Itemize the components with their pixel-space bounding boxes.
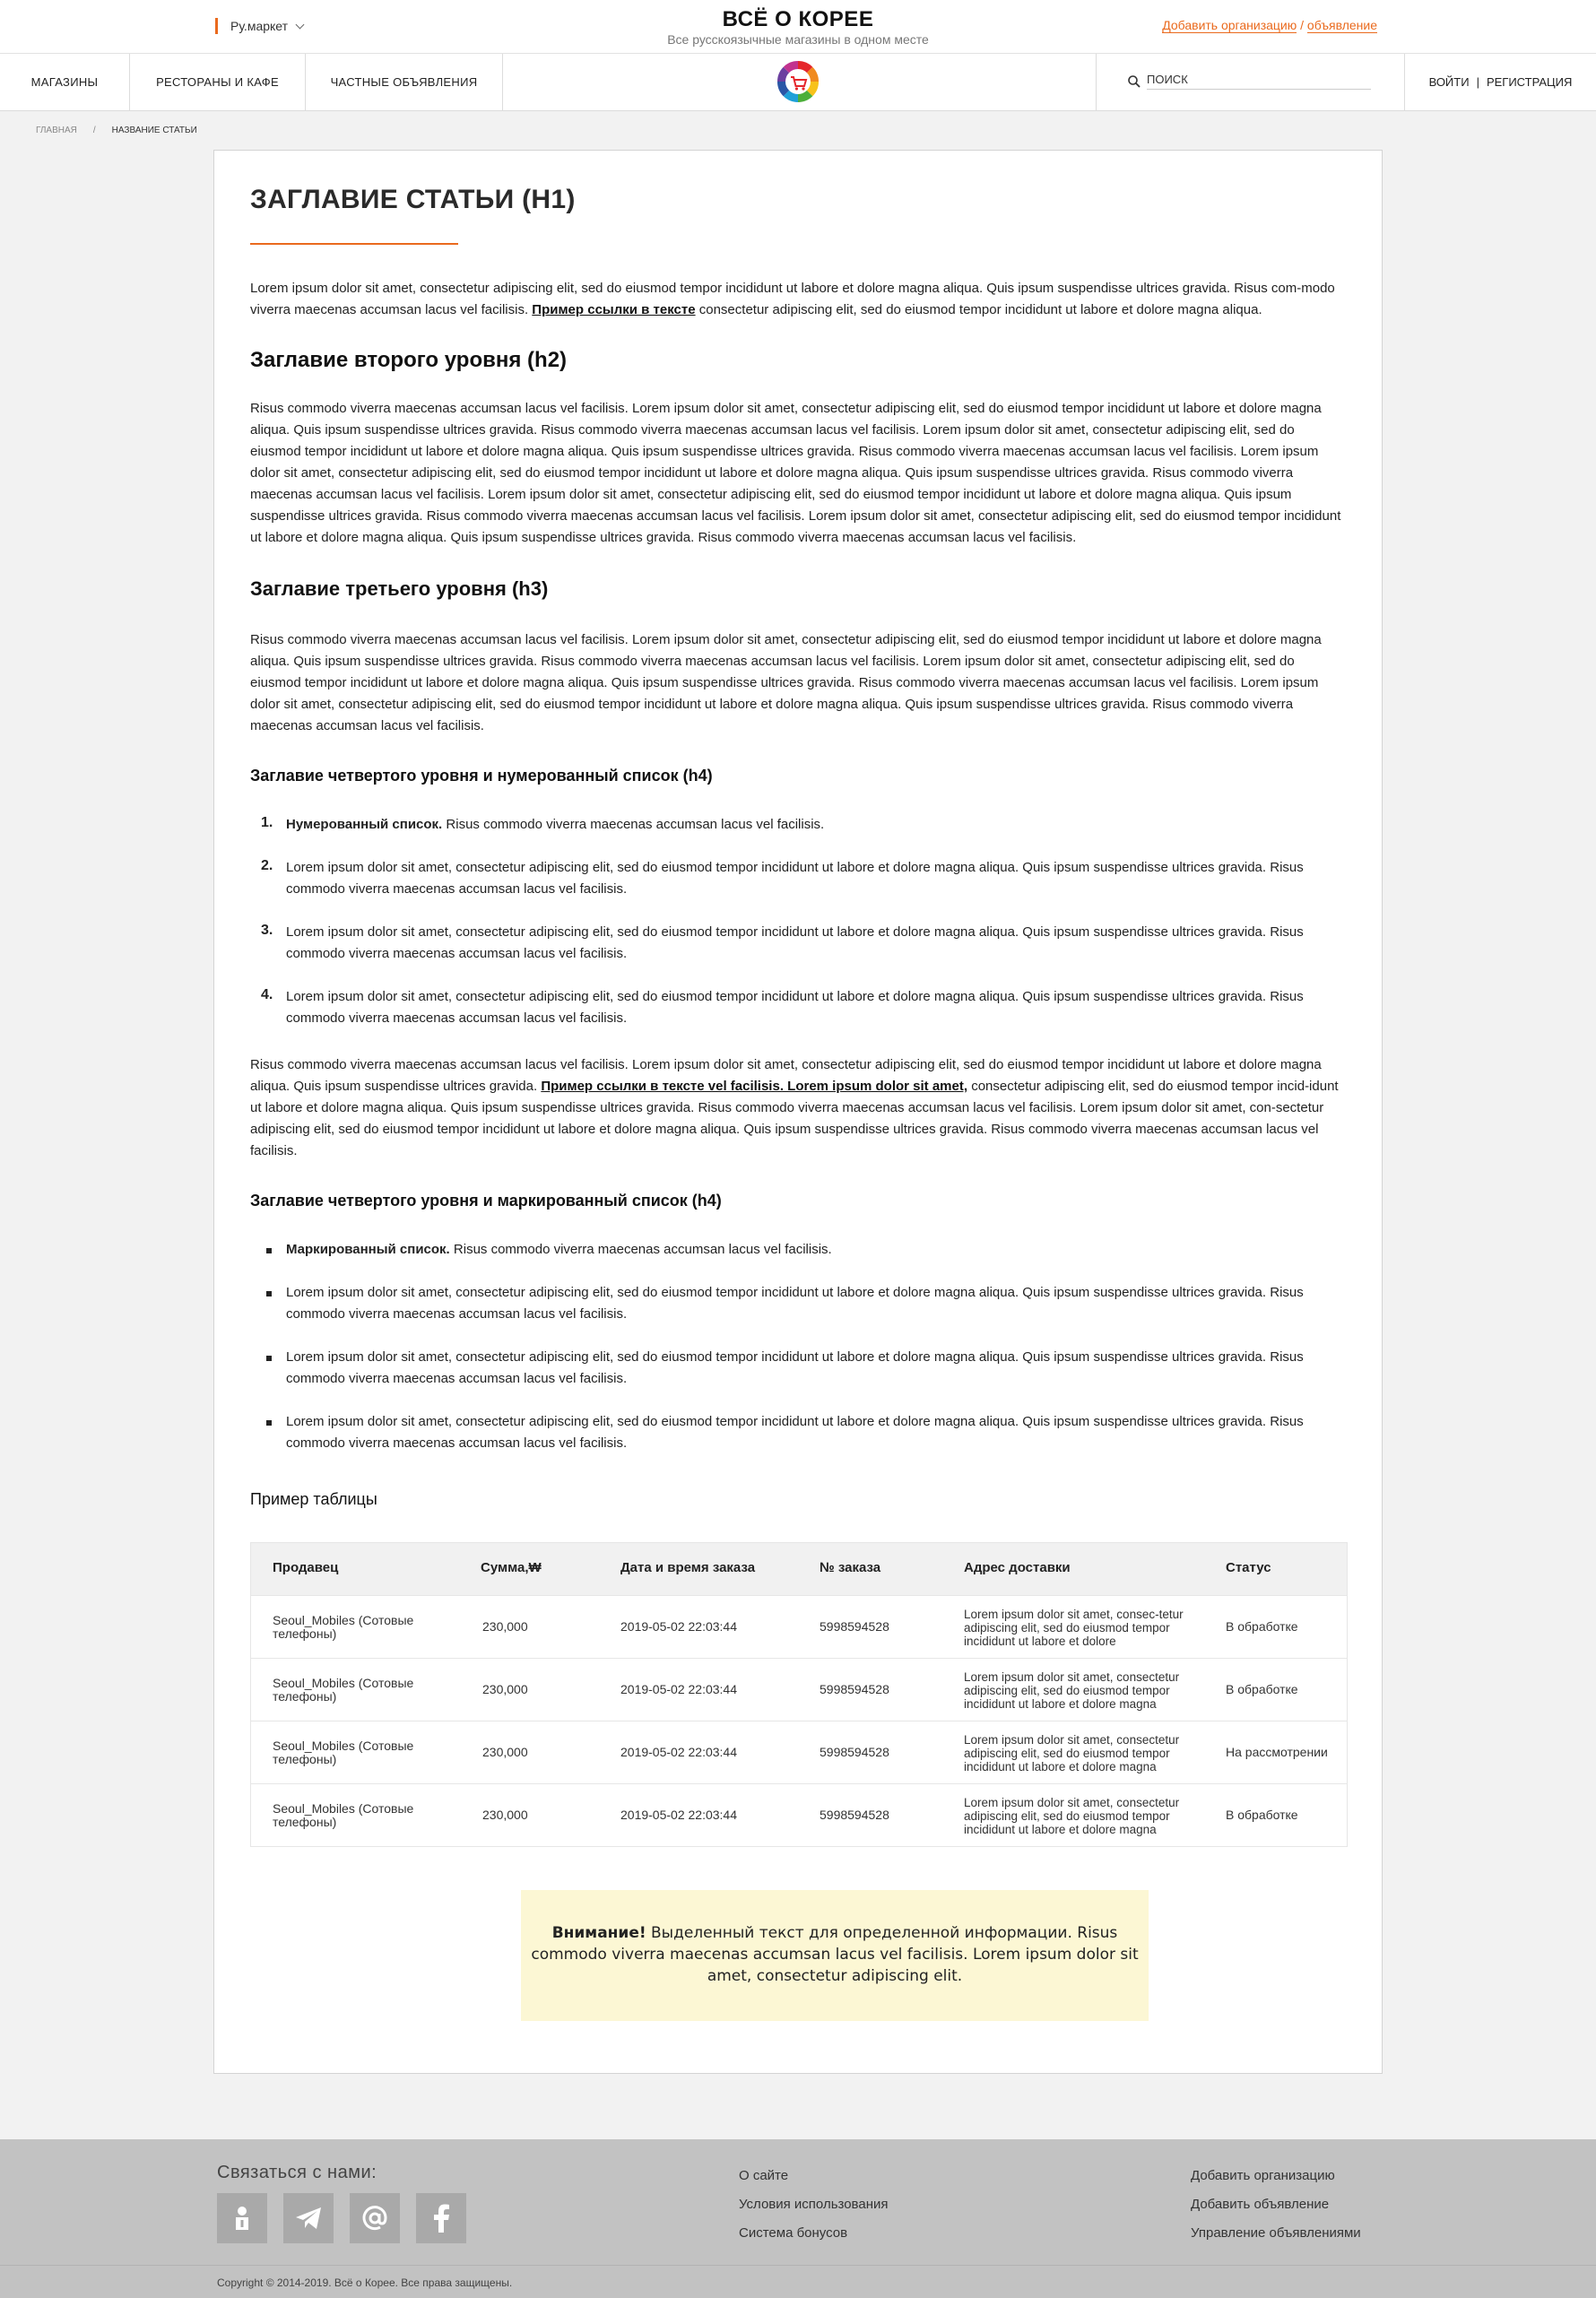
column-header-seller: Продавец <box>273 1560 339 1575</box>
cell-order-no: 5998594528 <box>820 1682 889 1696</box>
cell-sum: 230,000 <box>482 1808 528 1822</box>
orders-table <box>250 1542 1348 1847</box>
table-row <box>251 1783 1347 1846</box>
paragraph-h3: Risus commodo viverra maecenas accumsan lacus vel facilisis. Lorem ipsum dolor sit amet, consectetur adipiscing elit, sed do eiusmod tempor incididunt ut labore et dolore magna aliqua. Quis ipsum suspendisse ultrices gravida. Risus commodo viverra maecenas accumsan lacus vel facilisis. Lorem ipsum dolor sit amet, consectetur adipiscing elit, sed do eiusmod tempor incididunt ut labore et dolore magna aliqua. Quis ipsum suspendisse ultrices gravida. Risus commodo viverra maecenas accumsan lacus vel facilisis. Lorem ipsum dolor sit amet, consectetur adipiscing elit, sed do eiusmod tempor incididunt ut labore et dolore magna aliqua. Quis ipsum suspendisse ultrices gravida. Risus commodo viverra maecenas accumsan lacus vel facilisis. <box>250 632 1322 733</box>
site-subtitle: Все русскоязычные магазины в одном месте <box>667 32 929 47</box>
nav-item-shops[interactable]: МАГАЗИНЫ <box>0 54 130 110</box>
nav-item-restaurants[interactable]: РЕСТОРАНЫ И КАФЕ <box>130 54 306 110</box>
login-link[interactable]: ВОЙТИ <box>1428 75 1470 89</box>
footer-link-bonus[interactable]: Система бонусов <box>739 2225 848 2241</box>
heading-h4-bulleted: Заглавие четвертого уровня и маркированный список (h4) <box>250 1192 722 1210</box>
cell-date: 2019-05-02 22:03:44 <box>620 1619 737 1634</box>
list-item-bold: Маркированный список. <box>286 1242 450 1257</box>
nav-item-private-ads[interactable]: ЧАСТНЫЕ ОБЪЯВЛЕНИЯ <box>306 54 503 110</box>
table-title: Пример таблицы <box>250 1490 377 1508</box>
footer-link-terms[interactable]: Условия использования <box>739 2197 889 2212</box>
cell-status: В обработке <box>1226 1808 1298 1822</box>
cell-order-no: 5998594528 <box>820 1808 889 1822</box>
top-links <box>1162 18 1377 32</box>
footer <box>0 2139 1596 2298</box>
auth-links <box>1405 54 1596 110</box>
list-item-text: Risus commodo viverra maecenas accumsan lacus vel facilisis. <box>442 817 825 832</box>
footer-link-add-ad[interactable]: Добавить объявление <box>1191 2197 1330 2212</box>
inline-link[interactable]: Пример ссылки в тексте vel facilisis. Lorem ipsum dolor sit amet, <box>541 1079 968 1094</box>
cell-order-no: 5998594528 <box>820 1619 889 1634</box>
breadcrumb <box>36 126 197 135</box>
cell-seller: Seoul_Mobiles (Сотовые телефоны) <box>273 1613 414 1641</box>
region-label: Ру.маркет <box>230 19 289 33</box>
list-item-text: Lorem ipsum dolor sit amet, consectetur adipiscing elit, sed do eiusmod tempor incididunt ut labore et dolore magna aliqua. Quis ipsum suspendisse ultrices gravida. Risus commodo viverra maecenas accumsan lacus vel facilisis. <box>286 924 1304 961</box>
search-icon[interactable] <box>1127 74 1141 89</box>
bullet-icon <box>266 1356 272 1361</box>
top-bar <box>0 0 1596 54</box>
cell-address: Lorem ipsum dolor sit amet, consec-tetur adipiscing elit, sed do eiusmod tempor incididunt ut labore et dolore <box>964 1608 1184 1648</box>
top-links-separator: / <box>1300 18 1305 32</box>
paragraph-text-a: Risus commodo viverra maecenas accumsan lacus vel facilisis. Lorem ipsum dolor sit amet, consectetur adipiscing elit, sed do eiusmod tempor incididunt ut labore et dolore magna aliqua. Quis ipsum suspendisse ultrices gravida. <box>250 1057 1322 1094</box>
list-number: 4. <box>261 987 273 1002</box>
bullet-icon <box>266 1420 272 1426</box>
list-item-text: Risus commodo viverra maecenas accumsan lacus vel facilisis. <box>449 1242 832 1257</box>
bullet-icon <box>266 1248 272 1253</box>
intro-text-b: consectetur adipiscing elit, sed do eiusmod tempor incididunt ut labore et dolore magna aliqua. <box>695 302 1262 317</box>
article-card <box>213 150 1383 2074</box>
at-icon <box>360 2204 389 2233</box>
list-item-text: Lorem ipsum dolor sit amet, consectetur adipiscing elit, sed do eiusmod tempor incididunt ut labore et dolore magna aliqua. Quis ipsum suspendisse ultrices gravida. Risus commodo viverra maecenas accumsan lacus vel facilisis. <box>286 1349 1304 1386</box>
cell-date: 2019-05-02 22:03:44 <box>620 1745 737 1759</box>
list-item-bold: Нумерованный список. <box>286 817 443 832</box>
column-header-address: Адрес доставки <box>964 1560 1071 1575</box>
paragraph-h2: Risus commodo viverra maecenas accumsan lacus vel facilisis. Lorem ipsum dolor sit amet, consectetur adipiscing elit, sed do eiusmod tempor incididunt ut labore et dolore magna aliqua. Quis ipsum suspendisse ultrices gravida. Risus commodo viverra maecenas accumsan lacus vel facilisis. Lorem ipsum dolor sit amet, consectetur adipiscing elit, sed do eiusmod tempor incididunt ut labore et dolore magna aliqua. Quis ipsum suspendisse ultrices gravida. Risus commodo viverra maecenas accumsan lacus vel facilisis. Lorem ipsum dolor sit amet, consectetur adipiscing elit, sed do eiusmod tempor incididunt ut labore et dolore magna aliqua. Quis ipsum suspendisse ultrices gravida. Risus commodo viverra maecenas accumsan lacus vel facilisis. Lorem ipsum dolor sit amet, consectetur adipiscing elit, sed do eiusmod tempor incididunt ut labore et dolore magna aliqua. Quis ipsum suspendisse ultrices gravida. Risus commodo viverra maecenas accumsan lacus vel facilisis. Lorem ipsum dolor sit amet, consectetur adipiscing elit, sed do eiusmod tempor incididunt ut labore et dolore magna aliqua. Quis ipsum suspendisse ultrices gravida. Risus commodo viverra maecenas accumsan lacus vel facilisis. <box>250 401 1341 545</box>
profile-button[interactable] <box>217 2193 267 2243</box>
heading-h4-numbered: Заглавие четвертого уровня и нумерованный список (h4) <box>250 767 713 785</box>
attention-note <box>521 1890 1149 2021</box>
facebook-icon <box>432 2204 450 2233</box>
cell-sum: 230,000 <box>482 1619 528 1634</box>
copyright-bar <box>0 2265 1596 2298</box>
column-header-sum: Сумма,₩ <box>481 1560 542 1575</box>
cell-sum: 230,000 <box>482 1682 528 1696</box>
auth-separator: | <box>1476 75 1479 89</box>
breadcrumb-separator: / <box>92 126 96 135</box>
heading-h3: Заглавие третьего уровня (h3) <box>250 577 549 600</box>
add-organization-link[interactable]: Добавить организацию <box>1162 18 1297 32</box>
cell-seller: Seoul_Mobiles (Сотовые телефоны) <box>273 1676 414 1704</box>
site-title[interactable]: ВСЁ О КОРЕЕ <box>722 7 874 31</box>
column-header-date: Дата и время заказа <box>620 1560 756 1575</box>
search-input[interactable] <box>1147 70 1371 90</box>
cell-status: В обработке <box>1226 1619 1298 1634</box>
cell-address: Lorem ipsum dolor sit amet, consectetur adipiscing elit, sed do eiusmod tempor incididunt ut labore et dolore magna <box>964 1670 1180 1711</box>
heading-h2: Заглавие второго уровня (h2) <box>250 348 568 372</box>
facebook-button[interactable] <box>416 2193 466 2243</box>
list-item-text: Lorem ipsum dolor sit amet, consectetur adipiscing elit, sed do eiusmod tempor incididunt ut labore et dolore magna aliqua. Quis ipsum suspendisse ultrices gravida. Risus commodo viverra maecenas accumsan lacus vel facilisis. <box>286 860 1304 897</box>
email-button[interactable] <box>350 2193 400 2243</box>
footer-link-about[interactable]: О сайте <box>739 2168 789 2183</box>
cell-seller: Seoul_Mobiles (Сотовые телефоны) <box>273 1801 414 1829</box>
paragraph-text-b: consectetur adipiscing elit, sed do eiusmod tempor incid-idunt ut labore et dolore magna aliqua. Quis ipsum suspendisse ultrices gravida. Risus commodo viverra maecenas accumsan lacus vel facilisis. Lorem ipsum dolor sit amet, con-sectetur adipiscing elit, sed do eiusmod tempor incididunt ut labore et dolore magna aliqua. Quis ipsum suspendisse ultrices gravida. Risus commodo viverra maecenas accumsan lacus vel facilisis. <box>250 1079 1339 1158</box>
page-title: ЗАГЛАВИЕ СТАТЬИ (H1) <box>250 185 576 214</box>
list-item-text: Lorem ipsum dolor sit amet, consectetur adipiscing elit, sed do eiusmod tempor incididunt ut labore et dolore magna aliqua. Quis ipsum suspendisse ultrices gravida. Risus commodo viverra maecenas accumsan lacus vel facilisis. <box>286 1285 1304 1322</box>
cell-seller: Seoul_Mobiles (Сотовые телефоны) <box>273 1739 414 1766</box>
footer-link-manage-ads[interactable]: Управление объявлениями <box>1191 2225 1361 2241</box>
column-header-order-no: № заказа <box>820 1560 881 1575</box>
footer-links-actions <box>1191 2168 1361 2254</box>
logo-icon[interactable] <box>776 60 820 103</box>
breadcrumb-current: НАЗВАНИЕ СТАТЬИ <box>111 126 197 135</box>
cell-address: Lorem ipsum dolor sit amet, consectetur adipiscing elit, sed do eiusmod tempor incididunt ut labore et dolore magna <box>964 1733 1180 1773</box>
list-item-text: Lorem ipsum dolor sit amet, consectetur adipiscing elit, sed do eiusmod tempor incididunt ut labore et dolore magna aliqua. Quis ipsum suspendisse ultrices gravida. Risus commodo viverra maecenas accumsan lacus vel facilisis. <box>286 989 1304 1026</box>
search-box <box>1096 54 1405 110</box>
breadcrumb-home[interactable]: ГЛАВНАЯ <box>36 126 77 135</box>
main-nav <box>0 54 1596 111</box>
table-row <box>251 1595 1347 1658</box>
telegram-icon <box>294 2206 323 2231</box>
note-bold: Внимание! <box>551 1924 646 1942</box>
table-row <box>251 1658 1347 1721</box>
contact-title: Связаться с нами: <box>217 2163 377 2182</box>
title-underline <box>250 243 458 245</box>
user-icon <box>230 2205 254 2232</box>
add-ad-link[interactable]: объявление <box>1306 18 1377 32</box>
intro-paragraph <box>250 278 1348 321</box>
cell-status: На рассмотрении <box>1226 1745 1328 1759</box>
intro-text-a: Lorem ipsum dolor sit amet, consectetur adipiscing elit, sed do eiusmod tempor incididunt ut labore et dolore magna aliqua. Quis ipsum suspendisse ultrices gravida. Risus com-modo viverra maecenas accumsan lacus vel facilisis. <box>250 281 1335 317</box>
cell-date: 2019-05-02 22:03:44 <box>620 1808 737 1822</box>
table-row <box>251 1721 1347 1783</box>
cell-status: В обработке <box>1226 1682 1298 1696</box>
note-text: Выделенный текст для определенной информации. Risus commodo viverra maecenas accumsan lacus vel facilisis. Lorem ipsum dolor sit amet, consectetur adipiscing elit. <box>531 1924 1139 1985</box>
cell-order-no: 5998594528 <box>820 1745 889 1759</box>
list-item-text: Lorem ipsum dolor sit amet, consectetur adipiscing elit, sed do eiusmod tempor incididunt ut labore et dolore magna aliqua. Quis ipsum suspendisse ultrices gravida. Risus commodo viverra maecenas accumsan lacus vel facilisis. <box>286 1414 1304 1451</box>
cell-sum: 230,000 <box>482 1745 528 1759</box>
register-link[interactable]: РЕГИСТРАЦИЯ <box>1486 75 1573 89</box>
footer-links-info <box>739 2168 889 2254</box>
column-header-status: Статус <box>1226 1560 1271 1575</box>
table-header <box>251 1543 1347 1595</box>
list-number: 1. <box>261 815 273 830</box>
intro-link[interactable]: Пример ссылки в тексте <box>532 302 696 317</box>
bullet-icon <box>266 1291 272 1296</box>
list-number: 2. <box>261 858 273 873</box>
cell-date: 2019-05-02 22:03:44 <box>620 1682 737 1696</box>
copyright-text: Copyright © 2014-2019. Всё о Корее. Все права защищены. <box>217 2276 513 2289</box>
list-number: 3. <box>261 923 273 938</box>
cell-address: Lorem ipsum dolor sit amet, consectetur adipiscing elit, sed do eiusmod tempor incididunt ut labore et dolore magna <box>964 1796 1180 1836</box>
paragraph-with-link <box>250 1054 1348 1162</box>
footer-link-add-org[interactable]: Добавить организацию <box>1191 2168 1335 2183</box>
telegram-button[interactable] <box>283 2193 334 2243</box>
